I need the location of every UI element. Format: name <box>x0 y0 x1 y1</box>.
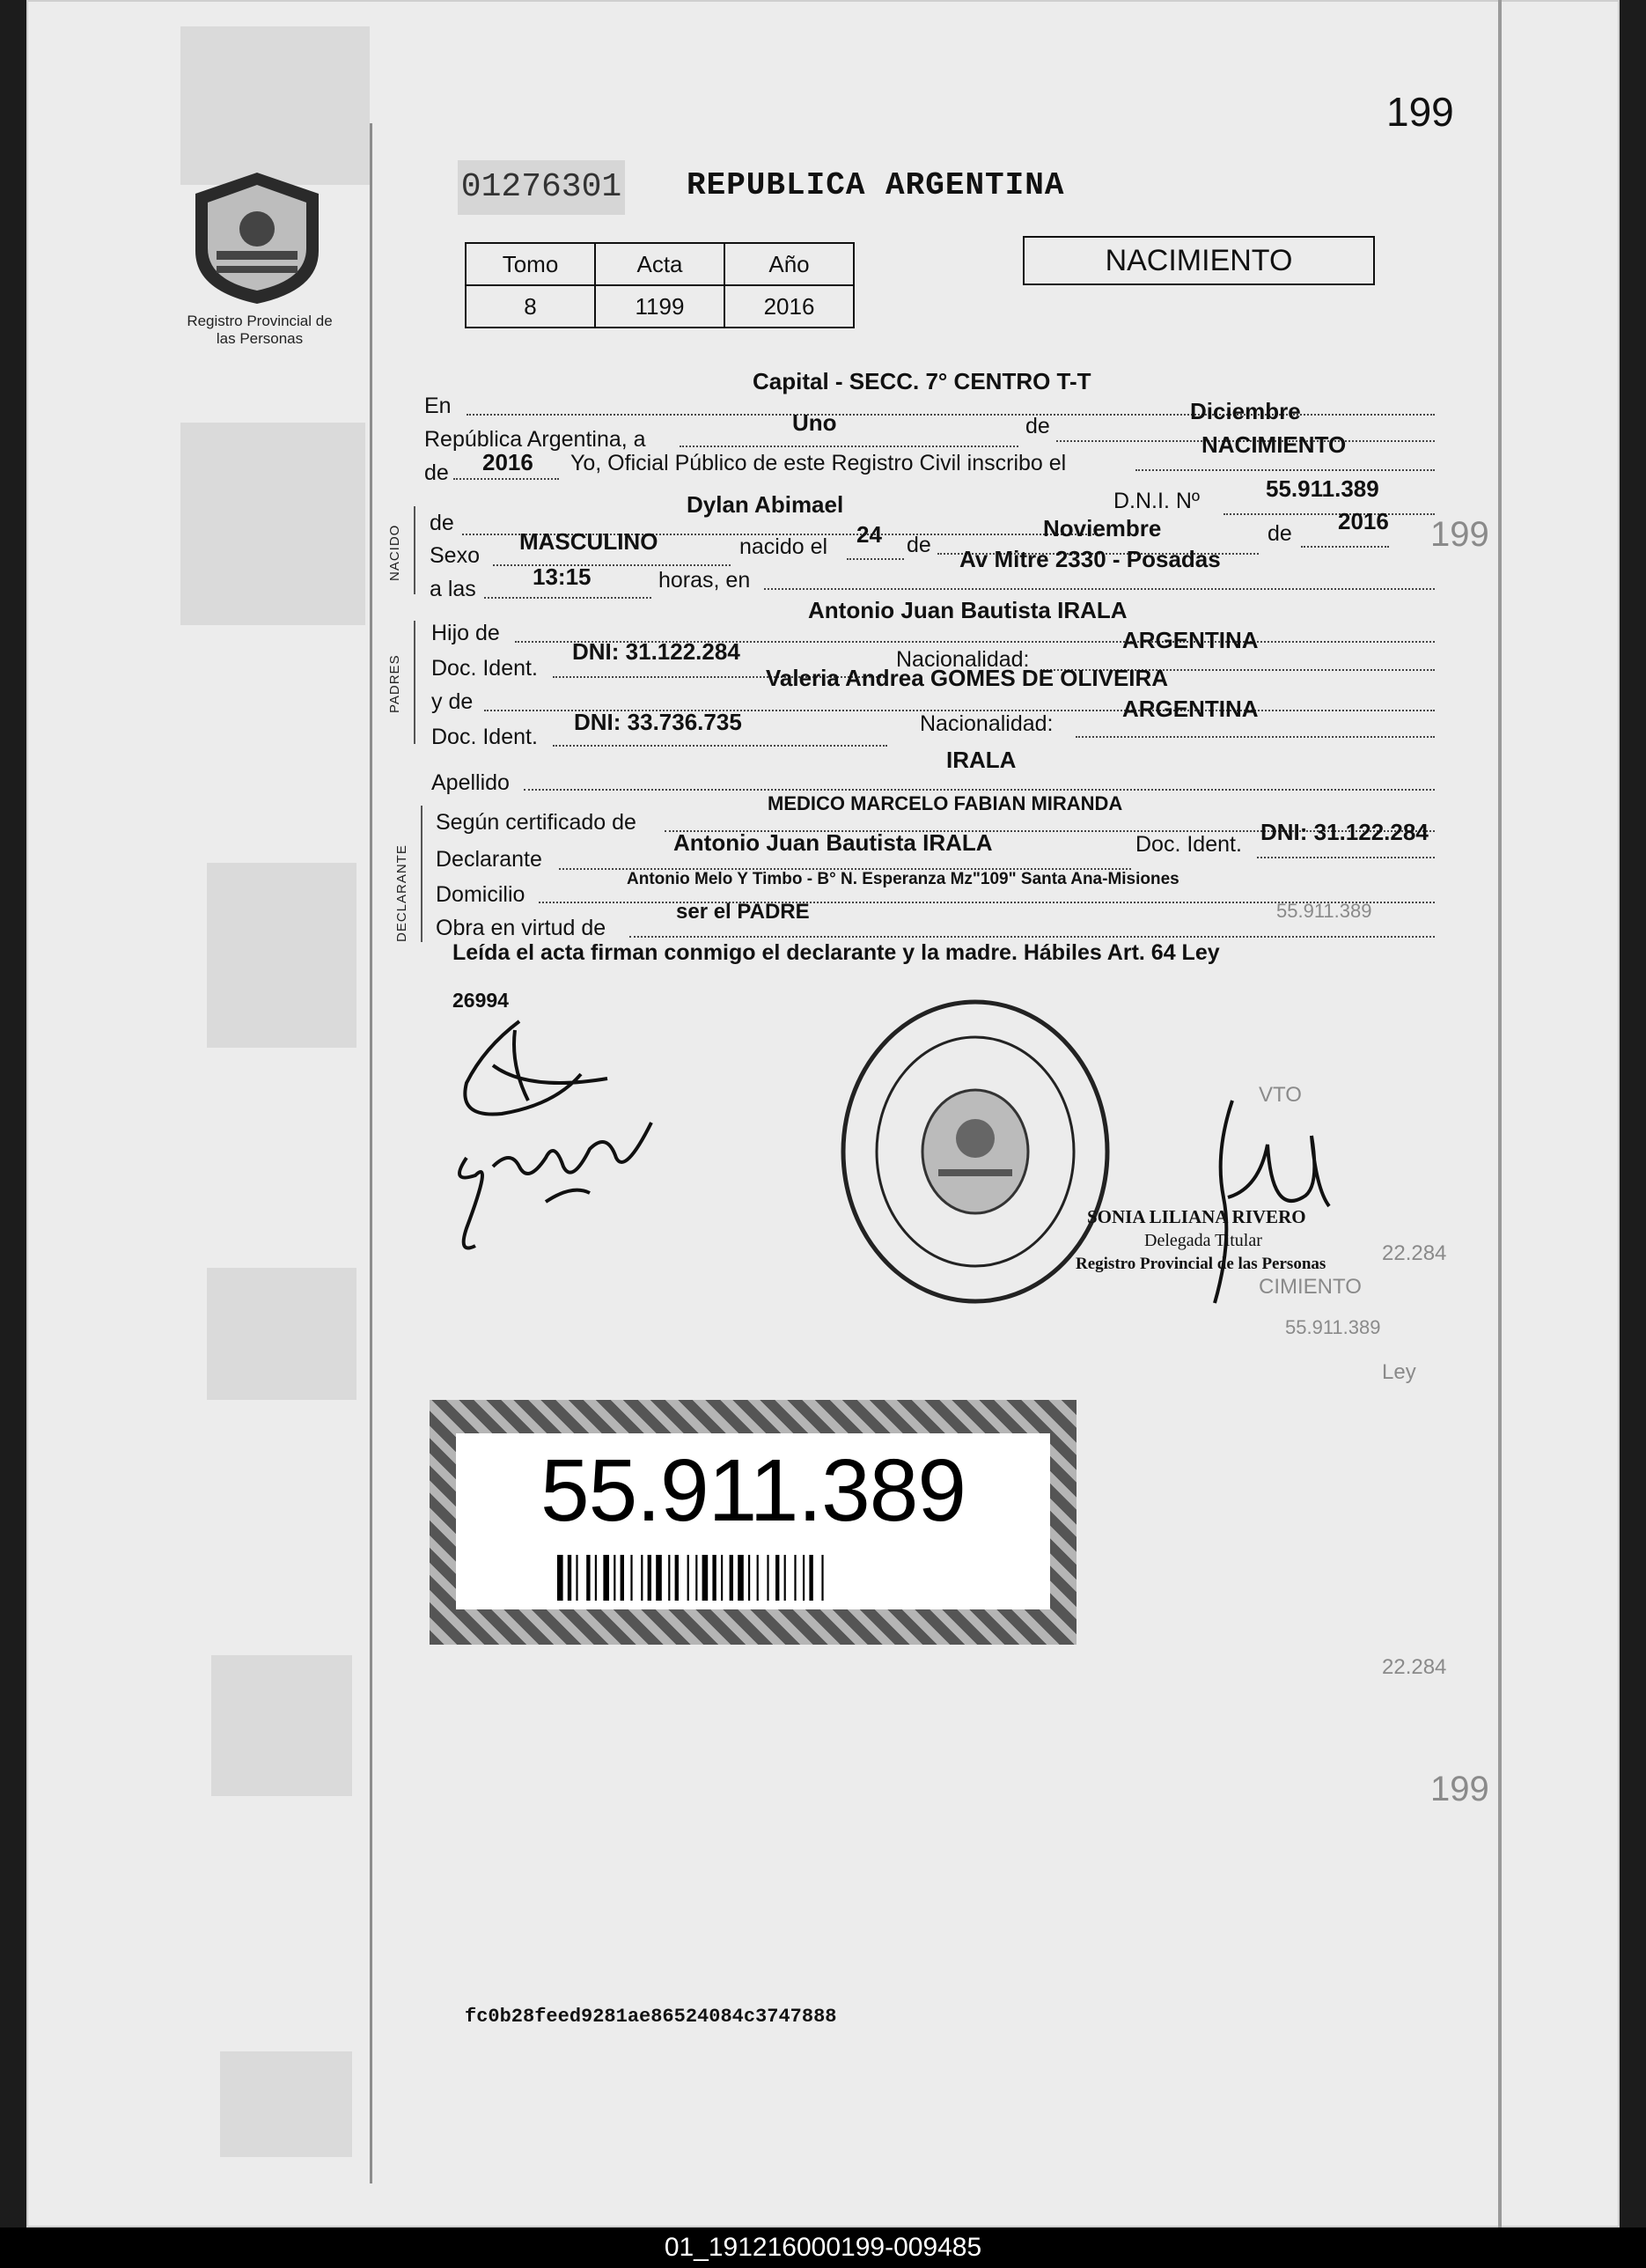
barcode-bar <box>794 1555 796 1601</box>
bleed-through-mark <box>211 1655 352 1796</box>
page-number: 199 <box>1386 89 1454 135</box>
value-mother: Valeria Andrea GOMES DE OLIVEIRA <box>766 665 1169 691</box>
label-sexo: Sexo <box>430 543 480 568</box>
label-republica: República Argentina, a <box>424 427 646 452</box>
value-place: Capital - SECC. 7° CENTRO T-T <box>753 368 1091 394</box>
barcode-bar <box>721 1555 723 1601</box>
label-de: de <box>1025 414 1050 438</box>
label-de-month: de <box>1268 521 1292 546</box>
label-hijo-de: Hijo de <box>431 621 500 645</box>
bleed-through-mark <box>180 423 365 625</box>
barcode-bar <box>712 1555 716 1601</box>
bleed-through-text: Ley <box>1382 1360 1416 1384</box>
value-mother-nationality: ARGENTINA <box>1122 696 1259 722</box>
label-nacido-el: nacido el <box>739 534 828 559</box>
barcode-bar <box>576 1555 577 1601</box>
barcode-sticker <box>430 1400 1077 1645</box>
bleed-through-mark <box>220 2051 352 2157</box>
value-day: Uno <box>792 409 837 436</box>
value-declarant-doc: DNI: 31.122.284 <box>1260 819 1429 845</box>
barcode-bar <box>757 1555 759 1601</box>
label-apellido: Apellido <box>431 770 510 795</box>
official-seal-icon <box>834 993 1116 1310</box>
barcode-bar <box>641 1555 643 1601</box>
section-divider <box>414 506 415 594</box>
value-month: Diciembre <box>1190 398 1301 424</box>
barcode-bar <box>621 1555 624 1601</box>
bleed-through-text: 22.284 <box>1382 1241 1447 1265</box>
bleed-through-text: 55.911.389 <box>1276 900 1372 922</box>
record-table-header: Acta <box>595 243 724 285</box>
barcode-bar <box>648 1555 651 1601</box>
barcode-bar <box>557 1555 563 1601</box>
value-birth-time: 13:15 <box>533 563 592 590</box>
record-table-cell: 2016 <box>724 285 854 328</box>
value-birth-place: Av Mitre 2330 - Posadas <box>959 546 1221 572</box>
value-father-nationality: ARGENTINA <box>1122 627 1259 653</box>
barcode-bar <box>675 1555 679 1601</box>
value-dni: 55.911.389 <box>1266 475 1379 502</box>
label-y-de: y de <box>431 689 474 714</box>
country-title: REPUBLICA ARGENTINA <box>687 167 1065 203</box>
record-table-header: Tomo <box>466 243 595 285</box>
barcode-bar <box>595 1555 597 1601</box>
barcode-label <box>456 1433 1050 1609</box>
barcode-bar <box>784 1555 786 1601</box>
value-birth-day: 24 <box>856 521 882 548</box>
bleed-through-text: 199 <box>1430 1770 1489 1808</box>
value-name: Dylan Abimael <box>687 491 844 518</box>
section-label-declarant: DECLARANTE <box>394 844 409 942</box>
barcode-bar <box>748 1555 750 1601</box>
record-table-cell: 1199 <box>595 285 724 328</box>
footer-id: 01_191216000199-009485 <box>664 2233 982 2262</box>
value-year: 2016 <box>482 449 533 475</box>
value-father: Antonio Juan Bautista IRALA <box>808 597 1128 623</box>
page-edge <box>1498 0 1502 2228</box>
value-mother-doc: DNI: 33.736.735 <box>574 709 742 735</box>
closing-statement: Leída el acta firman conmigo el declarante y la madre. Hábiles Art. 64 Ley <box>452 940 1220 965</box>
mother-signature-icon <box>440 1105 660 1263</box>
province-emblem-icon <box>187 167 327 308</box>
section-label-parents: PADRES <box>387 654 402 713</box>
label-nacionalidad-1: Nacionalidad: <box>896 647 1030 672</box>
value-by-virtue: ser el PADRE <box>676 900 810 924</box>
label-segun-certificado: Según certificado de <box>436 810 636 835</box>
barcode-bar <box>656 1555 662 1601</box>
bleed-through-text: CIMIENTO <box>1259 1275 1362 1299</box>
barcode-bar <box>775 1555 779 1601</box>
barcode-bar <box>695 1555 697 1601</box>
field-line <box>680 421 1018 447</box>
record-table-header-row <box>466 243 854 285</box>
official-role: Delegada Titular <box>1144 1231 1262 1250</box>
bleed-through-mark <box>207 1268 356 1400</box>
bleed-through-text: 55.911.389 <box>1285 1316 1381 1338</box>
value-surname: IRALA <box>946 747 1017 773</box>
label-officer-text: Yo, Oficial Público de este Registro Civil inscribo el <box>570 451 1067 475</box>
barcode-bar <box>630 1555 632 1601</box>
label-de-day: de <box>907 533 931 557</box>
label-de-name: de <box>430 511 454 535</box>
barcode-bar <box>803 1555 805 1601</box>
section-divider <box>414 621 415 744</box>
record-table-value-row <box>466 285 854 328</box>
barcode-bar <box>821 1555 823 1601</box>
value-birth-month: Noviembre <box>1043 515 1162 541</box>
record-table-header: Año <box>724 243 854 285</box>
barcode-bar <box>614 1555 615 1601</box>
barcode-bar <box>767 1555 768 1601</box>
value-birth-year: 2016 <box>1338 508 1389 534</box>
barcode-bar <box>668 1555 670 1601</box>
value-address: Antonio Melo Y Timbo - B° N. Esperanza Mz"109" Santa Ana-Misiones <box>627 870 1179 888</box>
law-number: 26994 <box>452 989 509 1012</box>
label-nacionalidad-2: Nacionalidad: <box>920 711 1054 736</box>
label-dni: D.N.I. Nº <box>1113 489 1201 513</box>
bleed-through-text: 199 <box>1430 515 1489 554</box>
label-doc-ident-3: Doc. Ident. <box>1135 832 1242 857</box>
value-declarant: Antonio Juan Bautista IRALA <box>673 829 993 856</box>
document-hash: fc0b28feed9281ae86524084c3747888 <box>465 2006 837 2028</box>
record-table-cell: 8 <box>466 285 595 328</box>
label-declarante: Declarante <box>436 847 542 872</box>
barcode-bar <box>809 1555 812 1601</box>
label-en: En <box>424 394 452 418</box>
barcode-bar <box>687 1555 689 1601</box>
bleed-through-mark <box>207 863 356 1048</box>
label-domicilio: Domicilio <box>436 882 525 907</box>
registry-label: Registro Provincial de las Personas <box>187 313 333 347</box>
barcode-bar <box>730 1555 733 1601</box>
label-doc-ident-1: Doc. Ident. <box>431 656 538 681</box>
barcode-bar <box>702 1555 709 1601</box>
official-org: Registro Provincial de las Personas <box>1076 1255 1326 1273</box>
bleed-through-mark <box>180 26 370 185</box>
bleed-through-text: VTO <box>1259 1083 1302 1107</box>
label-a-las: a las <box>430 577 476 601</box>
record-table <box>465 242 855 328</box>
barcode-bar <box>568 1555 571 1601</box>
label-horas-en: horas, en <box>658 568 751 593</box>
serial-number: 01276301 <box>458 160 625 215</box>
official-name: SONIA LILIANA RIVERO <box>1087 1206 1306 1227</box>
barcode-icon <box>557 1555 949 1601</box>
section-divider <box>421 806 423 942</box>
value-father-doc: DNI: 31.122.284 <box>572 638 740 665</box>
label-doc-ident-2: Doc. Ident. <box>431 725 538 749</box>
label-de-year: de <box>424 460 449 485</box>
record-type-box: NACIMIENTO <box>1023 236 1375 285</box>
barcode-number: 55.911.389 <box>540 1441 966 1540</box>
footer-bar <box>0 2228 1646 2268</box>
value-record-kind: NACIMIENTO <box>1201 431 1347 458</box>
label-obra-en-virtud: Obra en virtud de <box>436 916 606 940</box>
bleed-through-text: 22.284 <box>1382 1655 1447 1679</box>
barcode-bar <box>586 1555 590 1601</box>
barcode-bar <box>738 1555 744 1601</box>
value-certificate-by: MEDICO MARCELO FABIAN MIRANDA <box>768 792 1123 814</box>
barcode-bar <box>603 1555 609 1601</box>
value-sex: MASCULINO <box>519 528 658 555</box>
section-label-born: NACIDO <box>387 524 402 581</box>
